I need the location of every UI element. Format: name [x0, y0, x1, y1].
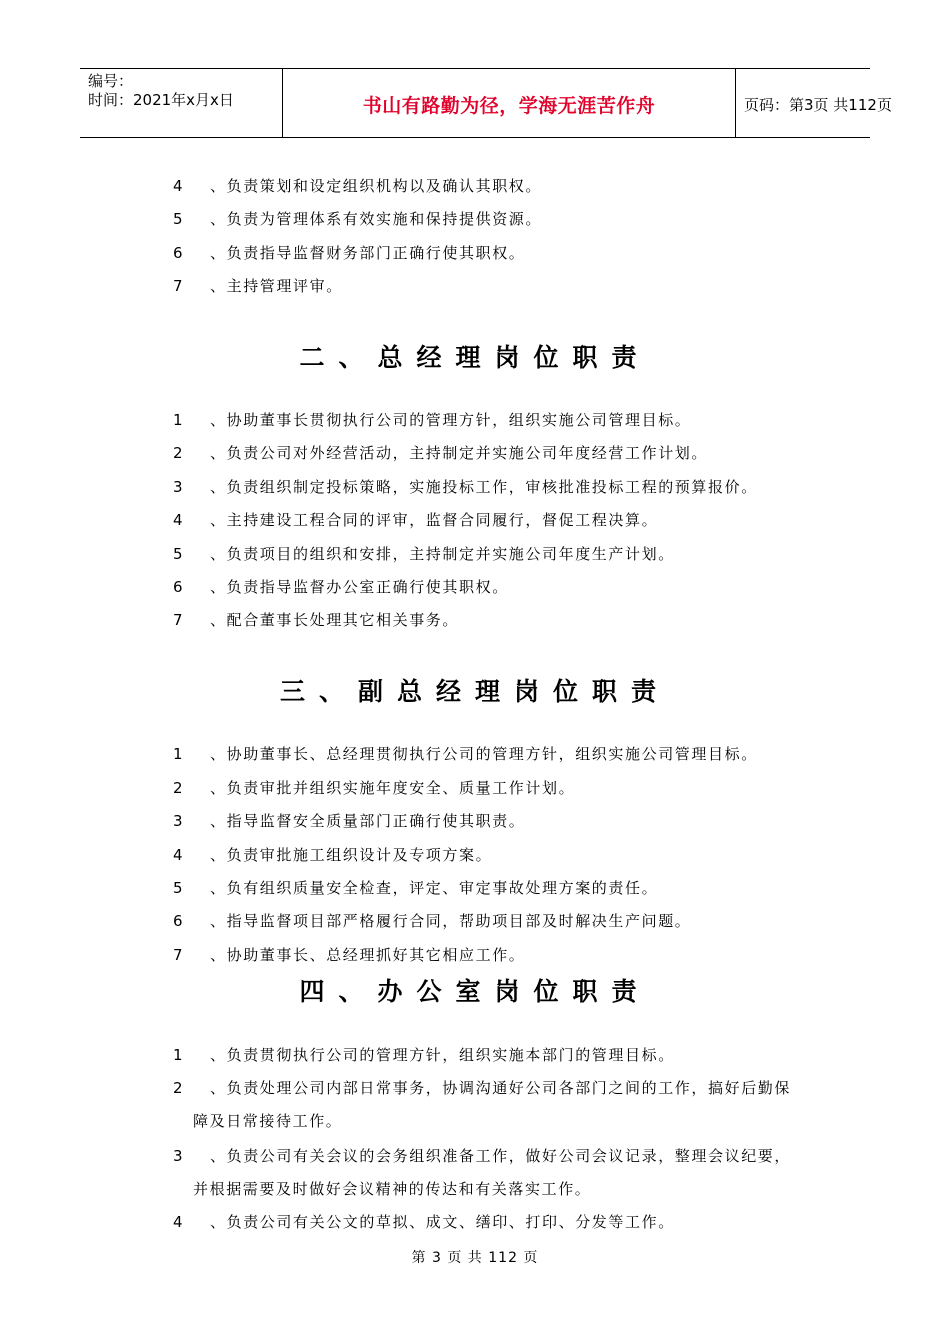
list-item: 6 、负责指导监督办公室正确行使其职权。 — [173, 578, 509, 596]
header-page-info: 页码：第3页 共112页 — [744, 96, 892, 114]
section-heading: 二、总经理岗位职责 — [299, 343, 651, 372]
section-heading: 四、办公室岗位职责 — [299, 977, 651, 1006]
list-item: 6 、指导监督项目部严格履行合同，帮助项目部及时解决生产问题。 — [173, 912, 692, 930]
document-number-label: 编号： — [88, 72, 134, 90]
list-item: 6 、负责指导监督财务部门正确行使其职权。 — [173, 244, 526, 262]
list-item: 4 、负责审批施工组织设计及专项方案。 — [173, 846, 493, 864]
page-header — [80, 68, 892, 138]
motto-text: 书山有路勤为径，学海无涯苦作舟 — [362, 95, 656, 117]
list-item: 4 、负责公司有关公文的草拟、成文、缮印、打印、分发等工作。 — [173, 1213, 675, 1231]
list-item: 2 、负责处理公司内部日常事务，协调沟通好公司各部门之间的工作，搞好后勤保 — [173, 1079, 792, 1097]
page-footer: 第 3 页 共 112 页 — [411, 1250, 539, 1266]
list-item: 2 、负责公司对外经营活动，主持制定并实施公司年度经营工作计划。 — [173, 444, 709, 462]
list-item: 5 、负责项目的组织和安排，主持制定并实施公司年度生产计划。 — [173, 545, 675, 563]
list-item: 4 、主持建设工程合同的评审，监督合同履行，督促工程决算。 — [173, 511, 659, 529]
header-motto-cell — [283, 69, 736, 137]
list-item: 7 、配合董事长处理其它相关事务。 — [173, 611, 460, 629]
list-item: 7 、主持管理评审。 — [173, 277, 343, 295]
list-item: 5 、负责为管理体系有效实施和保持提供资源。 — [173, 210, 543, 228]
list-item: 3 、负责组织制定投标策略，实施投标工作，审核批准投标工程的预算报价。 — [173, 478, 758, 496]
list-item: 7 、协助董事长、总经理抓好其它相应工作。 — [173, 946, 526, 964]
list-item: 1 、协助董事长、总经理贯彻执行公司的管理方针，组织实施公司管理目标。 — [173, 745, 758, 763]
document-time-label: 时间：2021年x月x日 — [88, 91, 234, 109]
section-heading: 三、副总经理岗位职责 — [279, 677, 670, 706]
list-item: 3 、指导监督安全质量部门正确行使其职责。 — [173, 812, 526, 830]
list-item: 5 、负有组织质量安全检查，评定、审定事故处理方案的责任。 — [173, 879, 659, 897]
list-item-continuation: 并根据需要及时做好会议精神的传达和有关落实工作。 — [193, 1180, 592, 1198]
list-item-continuation: 障及日常接待工作。 — [193, 1112, 343, 1130]
header-left-cell — [80, 69, 283, 137]
header-page-cell — [736, 69, 892, 137]
list-item: 4 、负责策划和设定组织机构以及确认其职权。 — [173, 177, 543, 195]
list-item: 2 、负责审批并组织实施年度安全、质量工作计划。 — [173, 779, 576, 797]
list-item: 3 、负责公司有关会议的会务组织准备工作，做好公司会议记录，整理会议纪要， — [173, 1147, 792, 1165]
list-item: 1 、负责贯彻执行公司的管理方针，组织实施本部门的管理目标。 — [173, 1046, 675, 1064]
list-item: 1 、协助董事长贯彻执行公司的管理方针，组织实施公司管理目标。 — [173, 411, 692, 429]
